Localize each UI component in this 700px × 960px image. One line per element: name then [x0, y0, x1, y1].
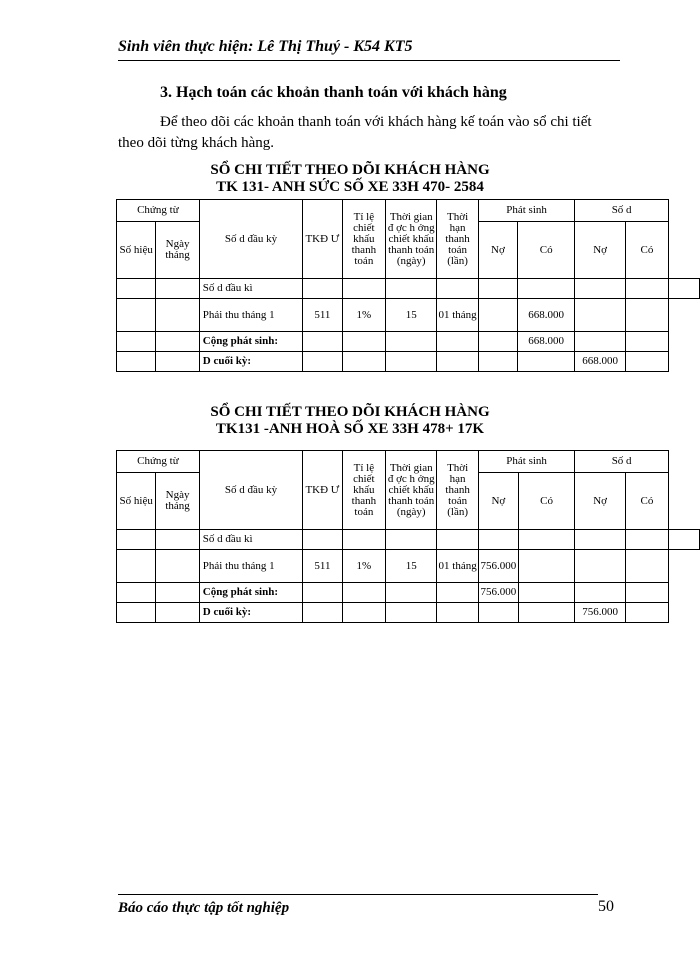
empty-cell [625, 352, 668, 372]
empty-cell [575, 550, 626, 583]
col-ti-le: Tỉ lệ chiết khấu thanh toán [342, 451, 385, 530]
col-chung-tu: Chứng từ [117, 451, 200, 473]
thoi-han-value: 01 tháng [437, 299, 478, 332]
empty-cell [478, 603, 518, 623]
col-tkdu: TKĐ Ư [303, 200, 343, 279]
page-header: Sinh viên thực hiện: Lê Thị Thuý - K54 KT5 [118, 38, 413, 55]
empty-cell [386, 583, 437, 603]
empty-cell [117, 530, 156, 550]
empty-cell [303, 352, 343, 372]
ps-no-value: 756.000 [478, 550, 518, 583]
ps-no-value [478, 299, 517, 332]
ps-no-value [478, 332, 517, 352]
empty-cell [625, 530, 668, 550]
empty-cell [156, 603, 199, 623]
empty-cell [156, 352, 199, 372]
empty-cell [386, 352, 437, 372]
empty-cell [156, 299, 199, 332]
empty-cell [478, 530, 518, 550]
empty-cell [303, 530, 343, 550]
empty-cell [117, 603, 156, 623]
col-thoi-gian: Thời gian đ ợc h ởng chiết khấu thanh toán (ngày) [386, 200, 437, 279]
col-so-du-dau-ky: Số d đầu kỳ [199, 200, 302, 279]
col-sd-no: Nợ [575, 473, 626, 530]
col-so-hieu: Số hiệu [117, 473, 156, 530]
empty-cell [117, 583, 156, 603]
col-sd-co: Có [625, 473, 668, 530]
empty-cell [386, 530, 437, 550]
col-tkdu: TKĐ Ư [303, 451, 343, 530]
empty-cell [668, 279, 699, 299]
ledger-title-line2: TK 131- ANH SỨC SỐ XE 33H 470- 2584 [216, 179, 484, 195]
empty-cell [386, 603, 437, 623]
col-phat-sinh: Phát sinh [478, 200, 575, 222]
row-label: Cộng phát sinh: [199, 583, 302, 603]
col-ti-le: Tỉ lệ chiết khấu thanh toán [342, 200, 385, 279]
header-row [117, 200, 700, 222]
ledger-title-line1: SỔ CHI TIẾT THEO DÕI KHÁCH HÀNG [210, 404, 490, 420]
col-ps-co: Có [518, 473, 575, 530]
empty-cell [156, 583, 199, 603]
footer-divider [118, 894, 598, 895]
col-thoi-han: Thời hạn thanh toán (lần) [437, 200, 478, 279]
empty-cell [575, 279, 626, 299]
empty-cell [117, 279, 156, 299]
empty-cell [437, 332, 478, 352]
empty-cell [668, 530, 699, 550]
table-row [117, 550, 700, 583]
sd-no-value: 756.000 [575, 603, 626, 623]
table-row [117, 279, 700, 299]
col-ngay-thang: Ngày tháng [156, 473, 199, 530]
table-row [117, 332, 700, 352]
empty-cell [342, 530, 385, 550]
tkdu-value: 511 [303, 550, 343, 583]
col-so-hieu: Số hiệu [117, 222, 156, 279]
header-row [117, 451, 700, 473]
ps-co-value: 668.000 [518, 299, 575, 332]
col-thoi-han: Thời hạn thanh toán (lần) [437, 451, 478, 530]
empty-cell [303, 332, 343, 352]
row-label: D cuối kỳ: [199, 603, 302, 623]
empty-cell [156, 530, 199, 550]
empty-cell [518, 279, 575, 299]
empty-cell [518, 603, 575, 623]
empty-cell [437, 583, 478, 603]
ledger-title-line1: SỔ CHI TIẾT THEO DÕI KHÁCH HÀNG [210, 162, 490, 178]
col-ps-no: Nợ [478, 222, 517, 279]
empty-cell [625, 603, 668, 623]
sd-no-value: 668.000 [575, 352, 626, 372]
empty-cell [303, 583, 343, 603]
empty-cell [117, 550, 156, 583]
col-phat-sinh: Phát sinh [478, 451, 574, 473]
col-sd-no: Nợ [575, 222, 626, 279]
ledger-title [0, 162, 700, 196]
ti-le-value: 1% [342, 550, 385, 583]
table-row [117, 603, 700, 623]
ps-co-value [518, 583, 575, 603]
empty-cell [575, 299, 626, 332]
empty-cell [518, 530, 575, 550]
ledger-title-line2: TK131 -ANH HOÀ SỐ XE 33H 478+ 17K [215, 421, 485, 437]
tkdu-value: 511 [303, 299, 343, 332]
empty-cell [478, 279, 517, 299]
empty-cell [575, 332, 626, 352]
table-row [117, 352, 700, 372]
empty-cell [342, 332, 385, 352]
ps-co-value: 668.000 [518, 332, 575, 352]
empty-cell [625, 583, 668, 603]
ledger-table [116, 450, 700, 623]
empty-cell [342, 583, 385, 603]
empty-cell [437, 279, 478, 299]
ledger-title [0, 404, 700, 438]
empty-cell [117, 352, 156, 372]
thoi-han-value: 01 tháng [437, 550, 478, 583]
empty-cell [625, 299, 668, 332]
ledger-table [116, 199, 700, 372]
section-title: 3. Hạch toán các khoản thanh toán với khách hàng [160, 84, 507, 101]
empty-cell [117, 299, 156, 332]
table-row [117, 299, 700, 332]
row-label: Số d đầu kì [199, 279, 302, 299]
page-number: 50 [598, 898, 614, 915]
row-label: D cuối kỳ: [199, 352, 302, 372]
empty-cell [437, 352, 478, 372]
empty-cell [156, 279, 199, 299]
empty-cell [518, 352, 575, 372]
empty-cell [303, 279, 343, 299]
header-divider [118, 60, 620, 61]
col-chung-tu: Chứng từ [117, 200, 200, 222]
empty-cell [625, 550, 668, 583]
thoi-gian-value: 15 [386, 299, 437, 332]
thoi-gian-value: 15 [386, 550, 437, 583]
page-footer: Báo cáo thực tập tốt nghiệp [118, 900, 290, 916]
col-so-du: Số d [575, 200, 669, 222]
ps-no-value: 756.000 [478, 583, 518, 603]
empty-cell [303, 603, 343, 623]
empty-cell [386, 332, 437, 352]
row-label: Số d đầu kì [199, 530, 302, 550]
table-row [117, 530, 700, 550]
ps-co-value [518, 550, 575, 583]
empty-cell [478, 352, 517, 372]
row-label: Phải thu tháng 1 [199, 299, 302, 332]
empty-cell [156, 550, 199, 583]
empty-cell [575, 530, 626, 550]
empty-cell [625, 279, 668, 299]
empty-cell [342, 279, 385, 299]
empty-cell [575, 583, 626, 603]
row-label: Cộng phát sinh: [199, 332, 302, 352]
empty-cell [625, 332, 668, 352]
col-ps-co: Có [518, 222, 575, 279]
col-thoi-gian: Thời gian đ ợc h ởng chiết khấu thanh toán (ngày) [386, 451, 437, 530]
ti-le-value: 1% [342, 299, 385, 332]
col-so-du-dau-ky: Số d đầu kỳ [199, 451, 302, 530]
empty-cell [342, 603, 385, 623]
empty-cell [437, 530, 478, 550]
col-ps-no: Nợ [478, 473, 518, 530]
col-ngay-thang: Ngày tháng [156, 222, 199, 279]
empty-cell [156, 332, 199, 352]
col-so-du: Số d [575, 451, 669, 473]
table-row [117, 583, 700, 603]
empty-cell [386, 279, 437, 299]
empty-cell [342, 352, 385, 372]
col-sd-co: Có [625, 222, 668, 279]
row-label: Phải thu tháng 1 [199, 550, 302, 583]
intro-paragraph: Để theo dõi các khoản thanh toán với khách hàng kế toán vào sổ chi tiết theo dõi từng khách hàng. [118, 114, 592, 151]
empty-cell [437, 603, 478, 623]
empty-cell [117, 332, 156, 352]
